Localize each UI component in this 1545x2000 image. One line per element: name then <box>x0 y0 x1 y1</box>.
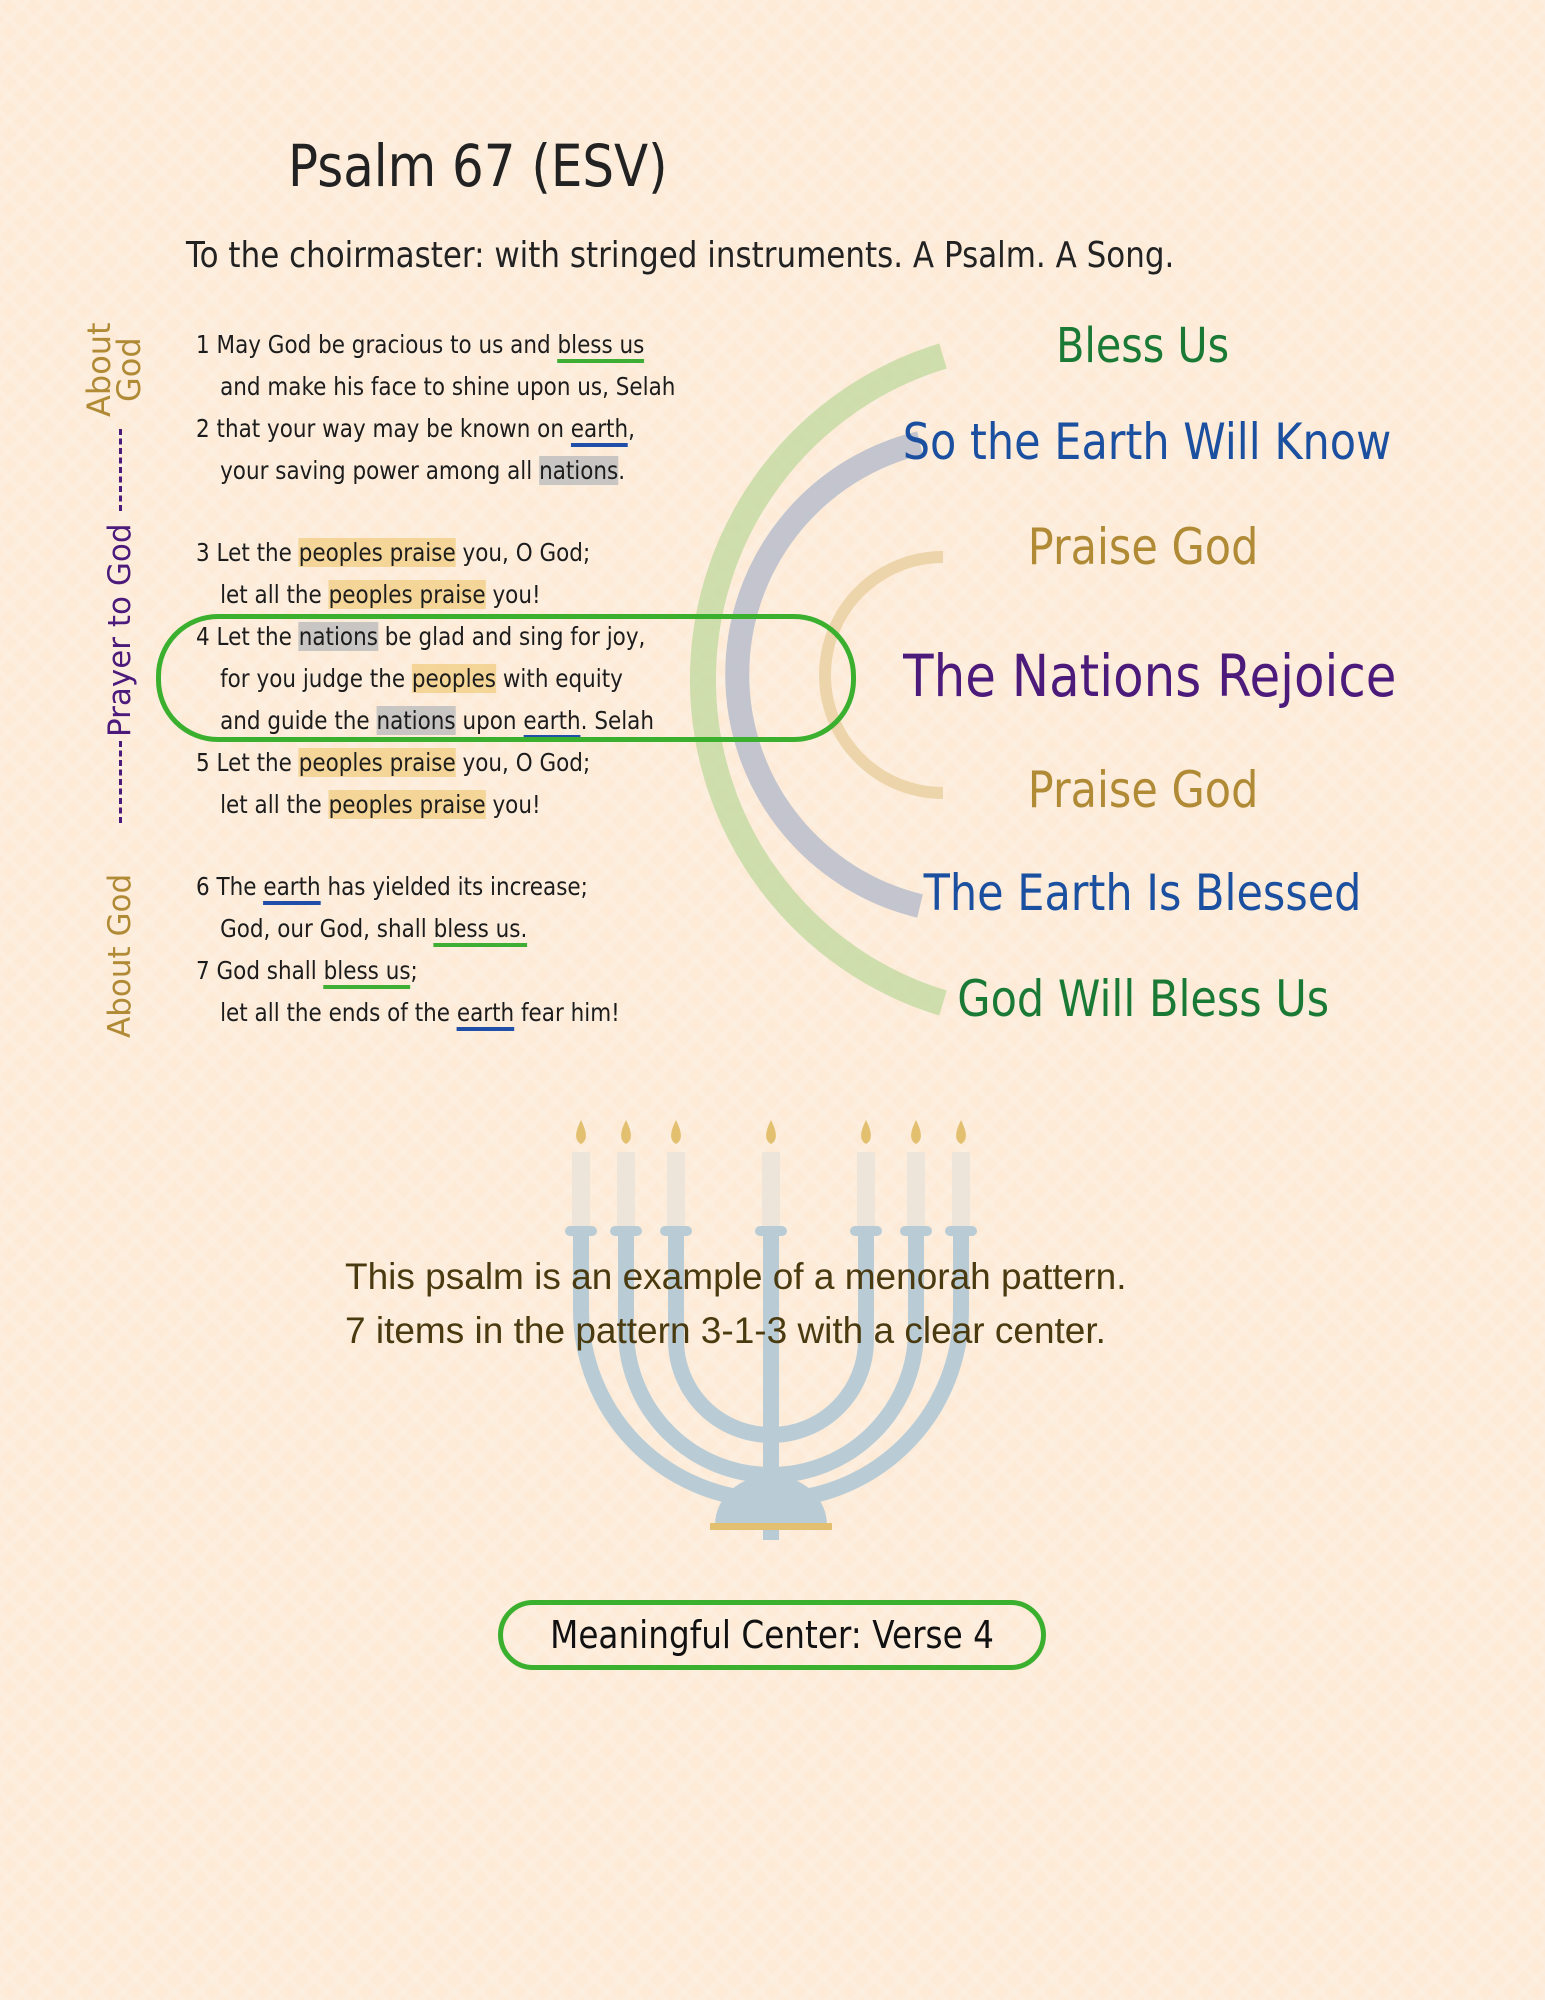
flame-icon <box>911 1120 921 1144</box>
verse-5-line-2: let all the peoples praise you! <box>220 790 541 819</box>
verse-1-line-1: 1 May God be gracious to us and bless us <box>196 324 644 366</box>
pattern-label-6: The Earth Is Blessed <box>924 864 1362 922</box>
verse-1-line-2: and make his face to shine upon us, Selah <box>220 372 676 401</box>
bless-us-phrase: bless us <box>557 330 644 363</box>
side-label-prayer-to-god: Prayer to God <box>100 425 140 825</box>
verse-4-line-1: 4 Let the nations be glad and sing for joy, <box>196 622 646 651</box>
menorah-base <box>715 1475 827 1525</box>
flame-icon <box>576 1120 586 1144</box>
flame-icon <box>766 1120 776 1144</box>
pattern-label-2: So the Earth Will Know <box>902 413 1392 471</box>
meaningful-center-badge: Meaningful Center: Verse 4 <box>498 1600 1046 1670</box>
bless-us-phrase: bless us <box>324 956 411 989</box>
nations-word: nations <box>539 456 619 485</box>
nations-word: nations <box>376 706 456 735</box>
side-label-about-god-top: About God <box>80 322 148 418</box>
verse-7-line-1: 7 God shall bless us; <box>196 950 418 992</box>
peoples-praise-phrase: peoples praise <box>328 790 486 819</box>
peoples-praise-phrase: peoples praise <box>298 748 456 777</box>
verse-6-line-2: God, our God, shall bless us. <box>196 908 527 950</box>
verse-6-line-1: 6 The earth has yielded its increase; <box>196 866 588 908</box>
pattern-label-4: The Nations Rejoice <box>903 642 1397 710</box>
bless-us-phrase: bless us. <box>434 914 528 947</box>
verse-2-line-2: your saving power among all nations. <box>220 456 626 485</box>
verse-5-line-1: 5 Let the peoples praise you, O God; <box>196 748 591 777</box>
pattern-label-5: Praise God <box>1027 761 1259 819</box>
verse-7-line-2: let all the ends of the earth fear him! <box>196 992 620 1034</box>
peoples-word: peoples <box>411 664 496 693</box>
pattern-label-7: God Will Bless Us <box>957 970 1329 1028</box>
page-title: Psalm 67 (ESV) <box>288 132 668 200</box>
menorah-explanation <box>345 1250 1127 1358</box>
peoples-praise-phrase: peoples praise <box>328 580 486 609</box>
verse-3-line-2: let all the peoples praise you! <box>220 580 541 609</box>
flame-icon <box>621 1120 631 1144</box>
verse-2-line-1: 2 that your way may be known on earth, <box>196 408 635 450</box>
verse-4-line-3: and guide the nations upon earth. Selah <box>196 700 654 742</box>
flame-icon <box>956 1120 966 1144</box>
earth-word: earth <box>523 706 580 739</box>
verse-4-line-2: for you judge the peoples with equity <box>220 664 623 693</box>
verse-4-highlight-outline <box>156 614 856 742</box>
menorah-explanation-line-2: 7 items in the pattern 3-1-3 with a clear center. <box>345 1310 1106 1351</box>
earth-word: earth <box>457 998 514 1031</box>
flame-icon <box>861 1120 871 1144</box>
menorah-explanation-line-1: This psalm is an example of a menorah pattern. <box>345 1256 1127 1297</box>
verse-3-line-1: 3 Let the peoples praise you, O God; <box>196 538 591 567</box>
nations-word: nations <box>298 622 378 651</box>
side-label-about-god-bottom: About God <box>102 873 138 1038</box>
flame-icon <box>671 1120 681 1144</box>
page-subtitle: To the choirmaster: with stringed instruments. A Psalm. A Song. <box>186 235 1175 276</box>
earth-word: earth <box>571 414 628 447</box>
peoples-praise-phrase: peoples praise <box>298 538 456 567</box>
pattern-label-1: Bless Us <box>1056 318 1230 374</box>
pattern-label-3: Praise God <box>1027 518 1259 576</box>
earth-word: earth <box>263 872 320 905</box>
